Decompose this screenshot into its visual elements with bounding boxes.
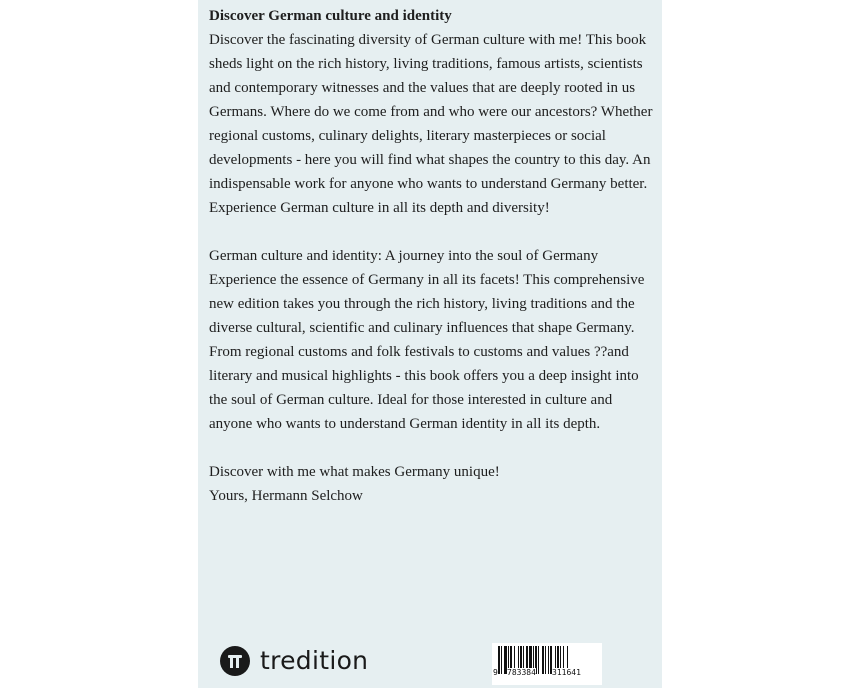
blurb-text — [209, 4, 655, 508]
barcode-left-group: 783384 — [507, 668, 536, 677]
closing-line: Discover with me what makes Germany unique! — [209, 464, 500, 480]
publisher-logo — [220, 646, 368, 676]
barcode-lead-digit: 9 — [493, 668, 498, 677]
blurb-paragraph-2: Experience the essence of Germany in all its facets! This comprehensive new edition takes you through the rich history, living traditions and the diverse cultural, scientific and culinary influences that shape Germany. From regional customs and folk festivals to customs and values ??and literary and musical highlights - this book offers you a deep insight into the soul of German culture. Ideal for those interested in culture and anyone who wants to understand German identity in all its depth. — [209, 272, 645, 432]
author-signature: Yours, Hermann Selchow — [209, 488, 363, 504]
isbn-barcode — [492, 643, 602, 685]
publisher-name: tredition — [260, 646, 369, 675]
tredition-logo-icon — [220, 646, 250, 676]
blurb-title: Discover German culture and identity — [209, 8, 452, 24]
blurb-paragraph-1: Discover the fascinating diversity of German culture with me! This book sheds light on the rich history, living traditions, famous artists, scientists and contemporary witnesses and the values that are deeply rooted in us Germans. Where do we come from and who were our ancestors? Whether regional customs, culinary delights, literary masterpieces or social developments - here you will find what shapes the country to this day. An indispensable work for anyone who wants to understand Germany better. Experience German culture in all its depth and diversity! — [209, 32, 653, 216]
barcode-right-group: 311641 — [552, 668, 581, 677]
back-cover — [198, 0, 662, 688]
blurb-paragraph-2-heading: German culture and identity: A journey into the soul of Germany — [209, 248, 599, 264]
paragraph-gap — [209, 220, 655, 244]
paragraph-gap — [209, 436, 655, 460]
